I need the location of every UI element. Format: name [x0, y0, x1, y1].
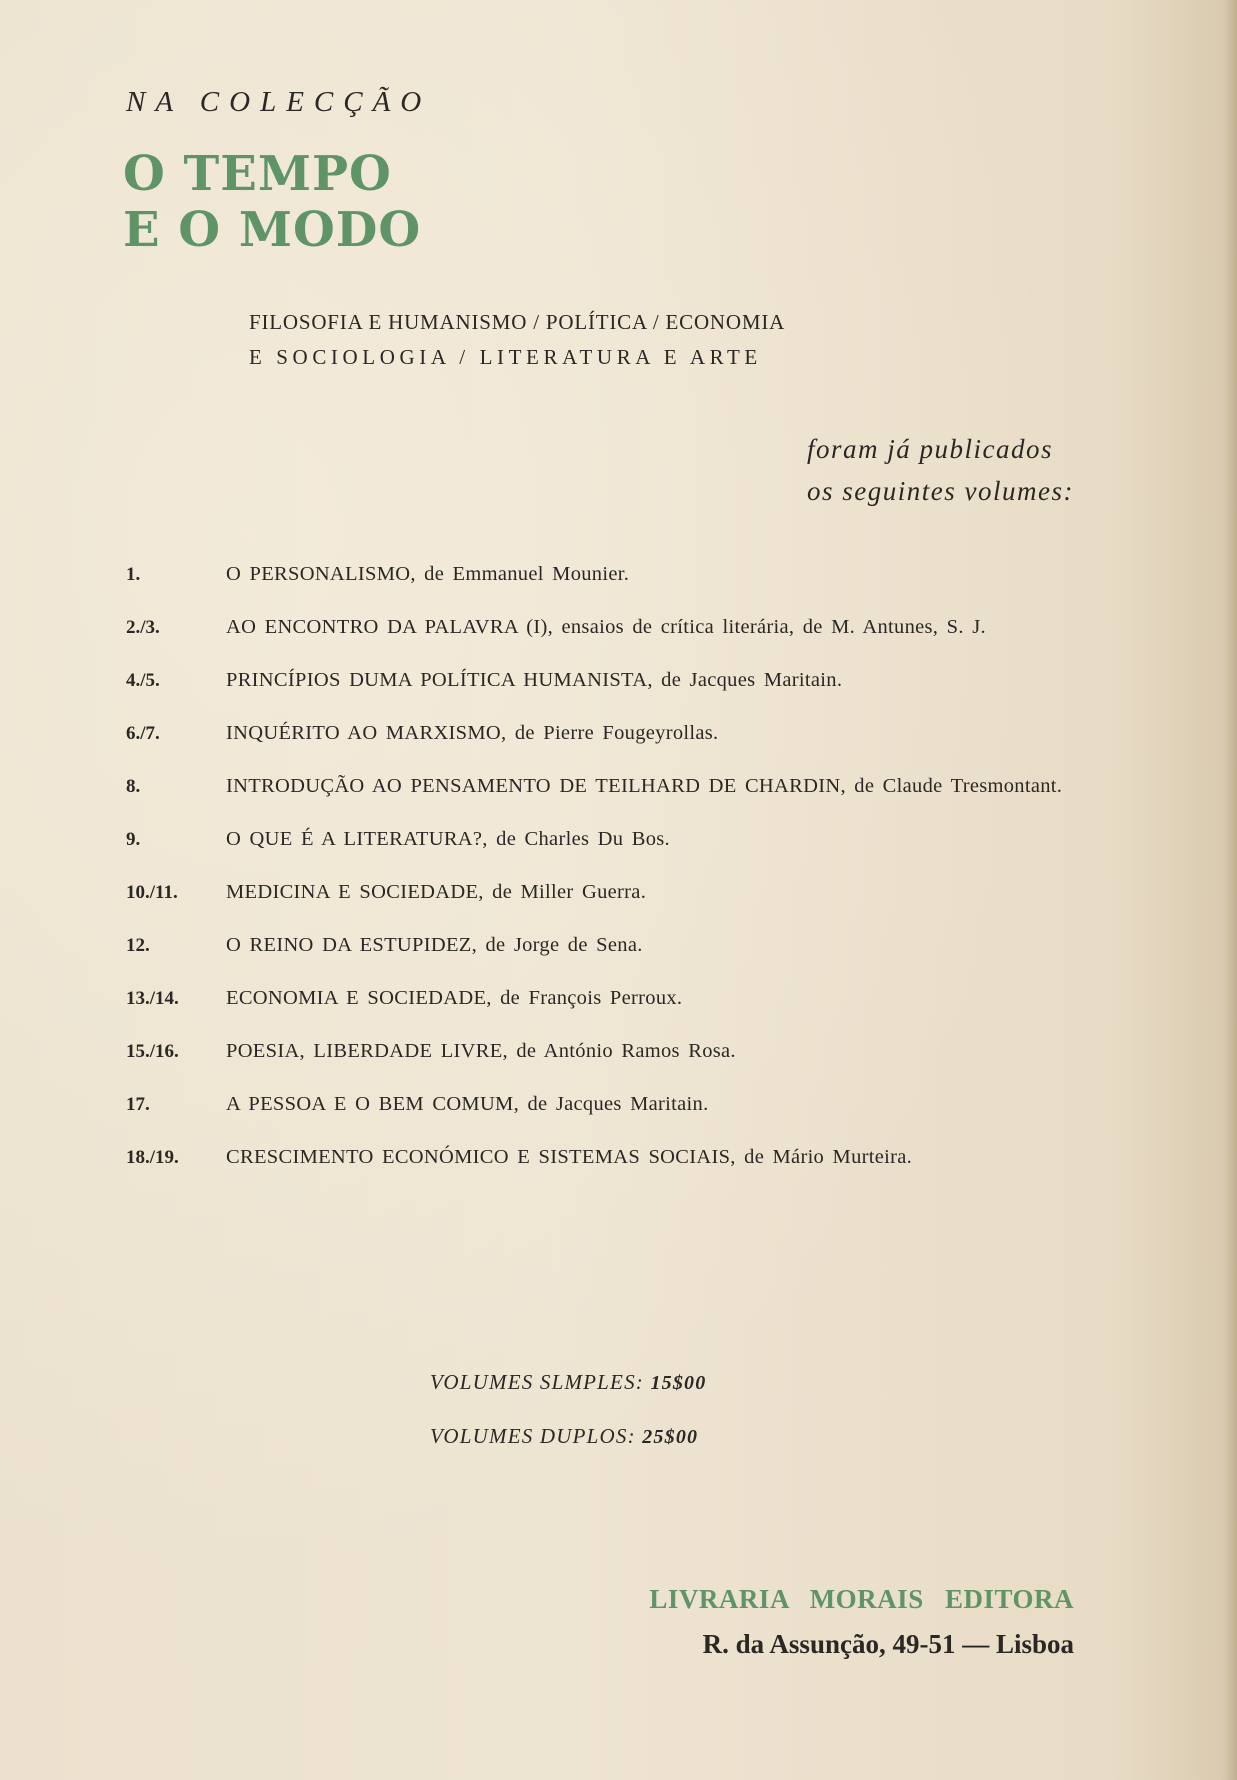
- volume-number: 2./3.: [126, 617, 160, 638]
- page-edge-shadow: [1223, 0, 1237, 1780]
- volume-list: [126, 560, 1074, 1196]
- volume-title: INTRODUÇÃO AO PENSAMENTO DE TEILHARD DE CHARDIN, de Claude Tresmontant.: [226, 775, 1063, 797]
- topics-block: [249, 305, 785, 375]
- volume-item: [126, 613, 1074, 642]
- volume-number: 6./7.: [126, 723, 160, 744]
- volume-title: O QUE É A LITERATURA?, de Charles Du Bos.: [226, 828, 670, 850]
- volume-number: 12.: [126, 935, 150, 956]
- price-simple-label: VOLUMES SLMPLES:: [430, 1370, 644, 1394]
- volume-item: [126, 666, 1074, 695]
- volume-item: [126, 931, 1074, 960]
- publisher-block: [649, 1577, 1074, 1667]
- collection-title: [123, 146, 421, 258]
- volume-title: AO ENCONTRO DA PALAVRA (I), ensaios de crítica literária, de M. Antunes, S. J.: [226, 616, 986, 638]
- published-note-line-2: os seguintes volumes:: [807, 476, 1074, 506]
- collection-title-line-1: O TEMPO: [123, 146, 392, 202]
- volume-number: 8.: [126, 776, 141, 797]
- topics-line-2: E SOCIOLOGIA / LITERATURA E ARTE: [249, 345, 762, 369]
- volume-title: O PERSONALISMO, de Emmanuel Mounier.: [226, 563, 630, 585]
- volume-number: 9.: [126, 829, 141, 850]
- volume-title: CRESCIMENTO ECONÓMICO E SISTEMAS SOCIAIS, de Mário Murteira.: [226, 1146, 913, 1168]
- volume-number: 10./11.: [126, 882, 178, 903]
- price-simple-value: 15$00: [650, 1372, 707, 1394]
- collection-title-line-2: E O MODO: [123, 202, 422, 258]
- volume-number: 4./5.: [126, 670, 160, 691]
- published-note: [807, 428, 1074, 512]
- volume-item: [126, 772, 1074, 801]
- volume-title: PRINCÍPIOS DUMA POLÍTICA HUMANISTA, de Jacques Maritain.: [226, 669, 843, 691]
- topics-line-1: FILOSOFIA E HUMANISMO / POLÍTICA / ECONOMIA: [249, 310, 786, 334]
- volume-title: POESIA, LIBERDADE LIVRE, de António Ramos Rosa.: [226, 1040, 736, 1062]
- volume-item: [126, 878, 1074, 907]
- volume-item: [126, 719, 1074, 748]
- volume-number: 1.: [126, 564, 141, 585]
- publisher-name: LIVRARIA MORAIS EDITORA: [649, 1584, 1074, 1614]
- volume-item: [126, 825, 1074, 854]
- price-block: [430, 1356, 706, 1464]
- volume-item: [126, 560, 1074, 589]
- publisher-address: R. da Assunção, 49-51 — Lisboa: [702, 1629, 1074, 1659]
- price-double: [430, 1410, 706, 1464]
- volume-item: [126, 1037, 1074, 1066]
- volume-number: 13./14.: [126, 988, 179, 1009]
- volume-number: 17.: [126, 1094, 150, 1115]
- volume-title: MEDICINA E SOCIEDADE, de Miller Guerra.: [226, 881, 647, 903]
- published-note-line-1: foram já publicados: [807, 434, 1054, 464]
- price-double-label: VOLUMES DUPLOS:: [430, 1424, 636, 1448]
- volume-item: [126, 1143, 1074, 1172]
- volume-title: A PESSOA E O BEM COMUM, de Jacques Maritain.: [226, 1093, 709, 1115]
- price-simple: [430, 1356, 706, 1410]
- volume-item: [126, 984, 1074, 1013]
- volume-title: O REINO DA ESTUPIDEZ, de Jorge de Sena.: [226, 934, 643, 956]
- volume-number: 15./16.: [126, 1041, 179, 1062]
- volume-number: 18./19.: [126, 1147, 179, 1168]
- volume-title: ECONOMIA E SOCIEDADE, de François Perroux.: [226, 987, 683, 1009]
- collection-kicker: NA COLECÇÃO: [126, 86, 432, 118]
- price-double-value: 25$00: [642, 1426, 699, 1448]
- volume-title: INQUÉRITO AO MARXISMO, de Pierre Fougeyrollas.: [226, 722, 719, 744]
- volume-item: [126, 1090, 1074, 1119]
